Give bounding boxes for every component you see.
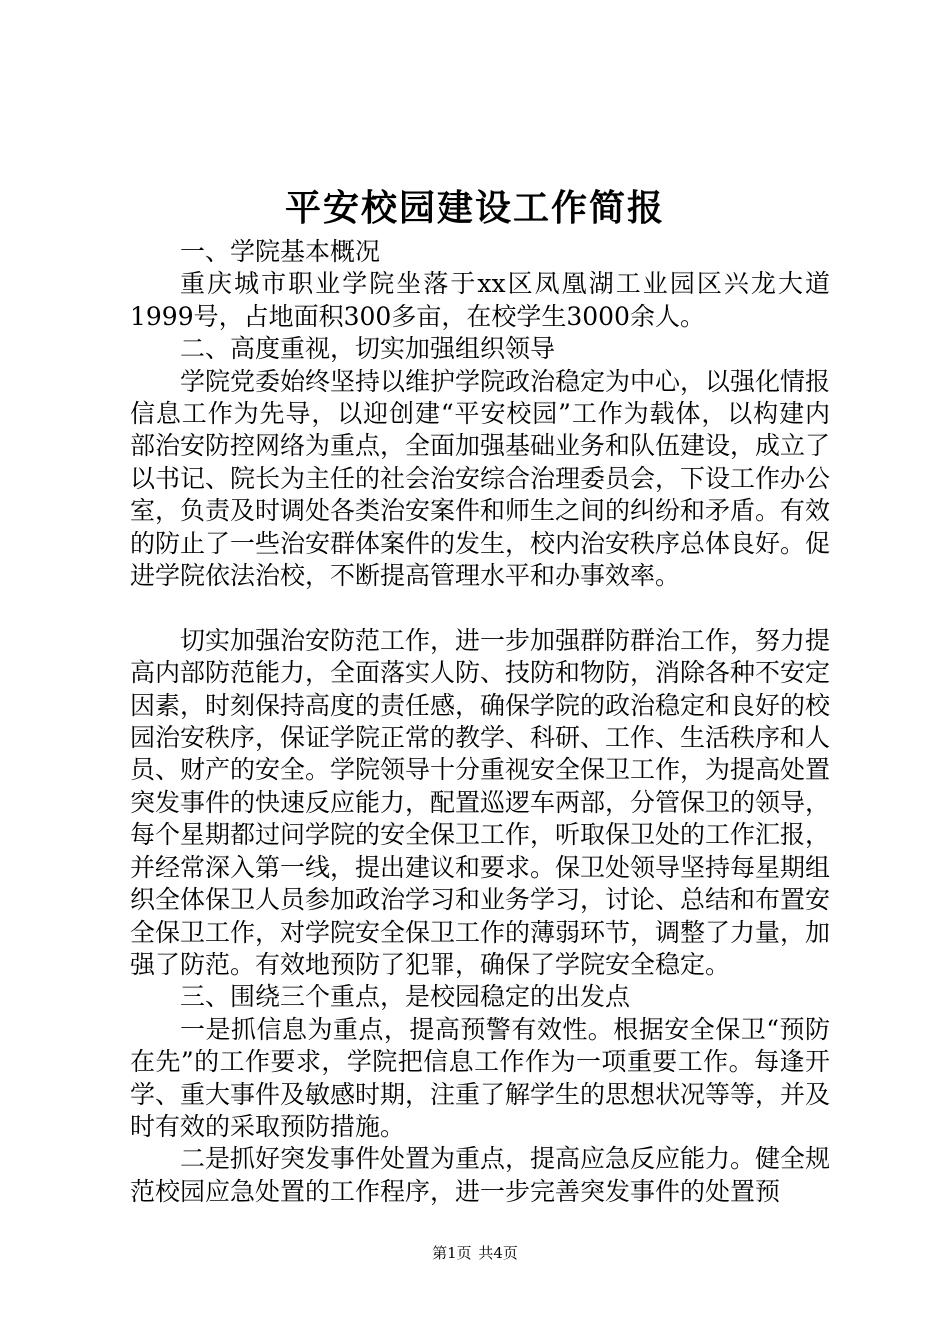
- paragraph-point-one: 一是抓信息为重点，提高预警有效性。根据安全保卫“预防在先”的工作要求，学院把信息工作作为一项重要工作。每逢开学、重大事件及敏感时期，注重了解学生的思想状况等等，并及时有效的采取预防措施。: [130, 1014, 831, 1141]
- page-number: 第1页: [432, 1244, 472, 1262]
- page-total: 共4页: [478, 1244, 518, 1262]
- blank-line: [130, 592, 830, 624]
- paragraph-point-two: 二是抓好突发事件处置为重点，提高应急反应能力。健全规范校园应急处置的工作程序，进一步完善突发事件的处置预: [130, 1144, 831, 1206]
- section-heading-2: 二、高度重视，切实加强组织领导: [180, 334, 556, 364]
- section-heading-1: 一、学院基本概况: [180, 237, 381, 266]
- paragraph-overview: 重庆城市职业学院坐落于xx区凤凰湖工业园区兴龙大道1999号，占地面积300多亩，在校学生3000余人。: [130, 269, 830, 331]
- section-heading-3: 三、围绕三个重点，是校园稳定的出发点: [180, 982, 631, 1012]
- document-title: 平安校园建设工作简报: [284, 187, 665, 229]
- document-body: [130, 236, 830, 1208]
- paragraph-leadership: 学院党委始终坚持以维护学院政治稳定为中心，以强化情报信息工作为先导，以迎创建“平安校园”工作为载体，以构建内部治安防控网络为重点，全面加强基础业务和队伍建设，成立了以书记、院长为主任的社会治安综合治理委员会，下设工作办公室，负责及时调处各类治安案件和师生之间的纠纷和矛盾。有效的防止了一些治安群体案件的发生，校内治安秩序总体良好。促进学院依法治校，不断提高管理水平和办事效率。: [130, 366, 831, 591]
- page-footer: [0, 1243, 950, 1263]
- paragraph-security-work: 切实加强治安防范工作，进一步加强群防群治工作，努力提高内部防范能力，全面落实人防、技防和物防，消除各种不安定因素，时刻保持高度的责任感，确保学院的政治稳定和良好的校园治安秩序，保证学院正常的教学、科研、工作、生活秩序和人员、财产的安全。学院领导十分重视安全保卫工作，为提高处置突发事件的快速反应能力，配置巡逻车两部，分管保卫的领导，每个星期都过问学院的安全保卫工作，听取保卫处的工作汇报，并经常深入第一线，提出建议和要求。保卫处领导坚持每星期组织全体保卫人员参加政治学习和业务学习，讨论、总结和布置安全保卫工作，对学院安全保卫工作的薄弱环节，调整了力量，加强了防范。有效地预防了犯罪，确保了学院安全稳定。: [130, 625, 831, 979]
